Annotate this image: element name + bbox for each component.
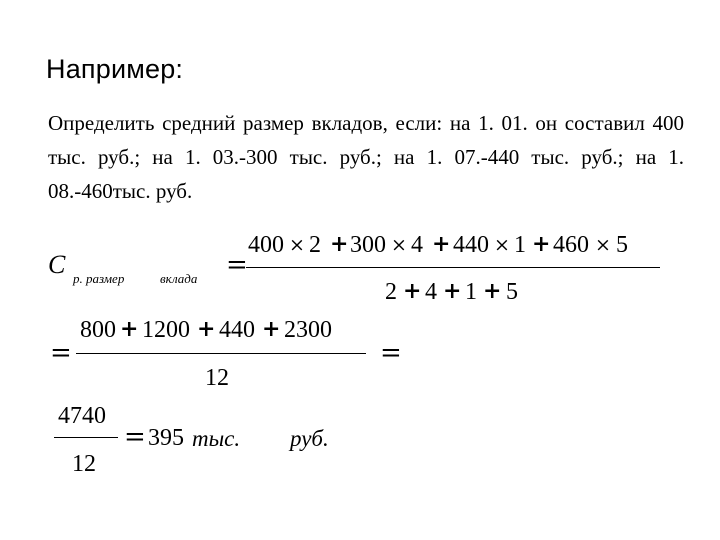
times-sign: × [391, 234, 407, 256]
num-weight-3: 1 [514, 232, 526, 258]
sum-term-2: 1200 [142, 317, 190, 343]
unit-rubles: руб. [290, 426, 329, 451]
sum-denominator: 12 [205, 365, 229, 391]
unit-thousand: тыс. [192, 426, 241, 451]
fraction-bar [54, 437, 118, 438]
den-term-3: 1 [465, 279, 477, 305]
problem-statement: Определить средний размер вкладов, если: на 1. 01. он составил 400 тыс. руб.; на 1. 03.-300 тыс. руб.; на 1. 07.-440 тыс. руб.; на 1. 08.-460тыс. руб. [48, 111, 684, 203]
equals-sign: = [124, 422, 146, 452]
num-value-1: 400 [248, 232, 284, 258]
plus-sign: + [197, 316, 216, 342]
fraction-bar [246, 267, 660, 268]
den-term-2: 4 [425, 279, 437, 305]
num-value-2: 300 [350, 232, 386, 258]
sum-term-4: 2300 [284, 317, 332, 343]
den-term-1: 2 [385, 279, 397, 305]
sum-term-1: 800 [80, 317, 116, 343]
lhs-symbol: C [48, 250, 66, 279]
lhs-subscript-size: р. размер [73, 271, 125, 286]
num-weight-1: 2 [309, 232, 321, 258]
plus-sign: + [120, 316, 139, 342]
plus-sign: + [483, 278, 502, 304]
num-weight-4: 5 [616, 232, 628, 258]
plus-sign: + [330, 231, 349, 257]
times-sign: × [289, 234, 305, 256]
sum-term-3: 440 [219, 317, 255, 343]
plus-sign: + [403, 278, 422, 304]
plus-sign: + [443, 278, 462, 304]
plus-sign: + [532, 231, 551, 257]
result-value: 395 [148, 425, 184, 451]
times-sign: × [494, 234, 510, 256]
plus-sign: + [262, 316, 281, 342]
equals-sign: = [226, 250, 248, 280]
den-term-4: 5 [506, 279, 518, 305]
slide-title: Например: [46, 54, 184, 84]
num-weight-2: 4 [411, 232, 423, 258]
num-value-4: 460 [553, 232, 589, 258]
total-numerator: 4740 [58, 403, 106, 429]
num-value-3: 440 [453, 232, 489, 258]
times-sign: × [595, 234, 611, 256]
fraction-bar [76, 353, 366, 354]
equals-sign: = [50, 338, 72, 368]
total-denominator: 12 [72, 451, 96, 477]
lhs-subscript-deposit: вклада [160, 271, 198, 286]
equals-sign: = [380, 338, 402, 368]
plus-sign: + [432, 231, 451, 257]
